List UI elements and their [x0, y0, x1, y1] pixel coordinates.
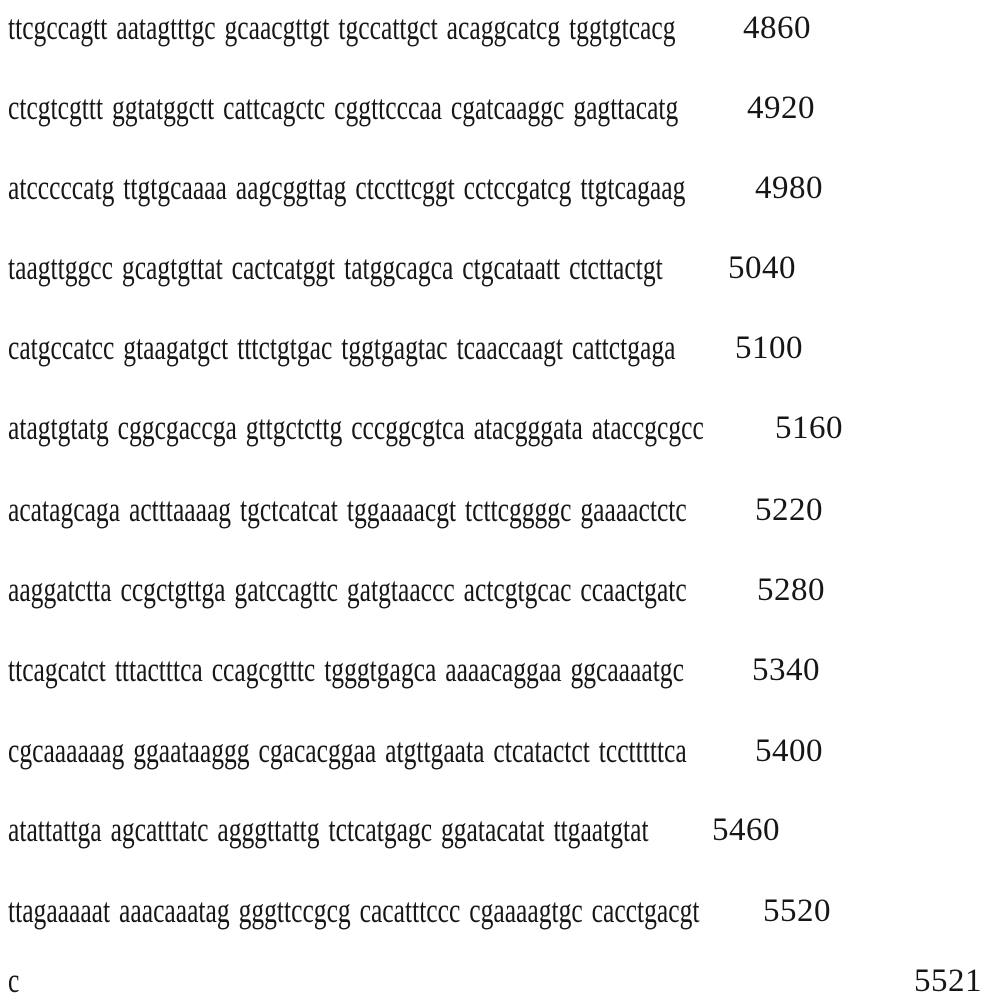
- position-number: 5460: [712, 812, 780, 848]
- position-number: 4980: [755, 170, 823, 206]
- sequence-line: [0, 893, 984, 935]
- position-number: 5220: [755, 492, 823, 528]
- sequence-text: atcccccatg ttgtgcaaaa aagcggttag ctccttcggt cctccgatcg ttgtcagaag: [8, 168, 686, 207]
- sequence-text: ttcgccagtt aatagtttgc gcaacgttgt tgccattgct acaggcatcg tggtgtcacg: [8, 8, 676, 47]
- sequence-text: ctcgtcgttt ggtatggctt cattcagctc cggttcccaa cgatcaaggc gagttacatg: [8, 88, 679, 127]
- sequence-text: c: [8, 961, 20, 1000]
- sequence-text: cgcaaaaaag ggaataaggg cgacacggaa atgttgaata ctcatactct tcctttttca: [8, 731, 687, 770]
- sequence-text: acatagcaga actttaaaag tgctcatcat tggaaaacgt tcttcggggc gaaaactctc: [8, 490, 687, 529]
- position-number: 5521: [914, 963, 982, 999]
- sequence-line: [0, 410, 984, 452]
- sequence-line: [0, 10, 984, 52]
- position-number: 5340: [752, 652, 820, 688]
- sequence-text: catgccatcc gtaagatgct tttctgtgac tggtgagtac tcaaccaagt cattctgaga: [8, 328, 676, 367]
- position-number: 5400: [755, 733, 823, 769]
- sequence-line: [0, 330, 984, 372]
- position-number: 5520: [763, 893, 831, 929]
- position-number: 5040: [728, 250, 796, 286]
- sequence-line: [0, 963, 984, 1000]
- sequence-line: [0, 170, 984, 212]
- position-number: 5100: [735, 330, 803, 366]
- sequence-text: aaggatctta ccgctgttga gatccagttc gatgtaaccc actcgtgcac ccaactgatc: [8, 570, 687, 609]
- sequence-text: atattattga agcatttatc agggttattg tctcatgagc ggatacatat ttgaatgtat: [8, 810, 649, 849]
- position-number: 5280: [757, 572, 825, 608]
- sequence-line: [0, 812, 984, 854]
- position-number: 4920: [747, 90, 815, 126]
- sequence-line: [0, 652, 984, 694]
- sequence-line: [0, 492, 984, 534]
- sequence-text: atagtgtatg cggcgaccga gttgctcttg cccggcgtca atacgggata ataccgcgcc: [8, 408, 704, 447]
- sequence-line: [0, 572, 984, 614]
- sequence-text: taagttggcc gcagtgttat cactcatggt tatggcagca ctgcataatt ctcttactgt: [8, 248, 663, 287]
- position-number: 5160: [775, 410, 843, 446]
- sequence-text: ttcagcatct tttactttca ccagcgtttc tgggtgagca aaaacaggaa ggcaaaatgc: [8, 650, 684, 689]
- sequence-line: [0, 733, 984, 775]
- sequence-line: [0, 250, 984, 292]
- sequence-line: [0, 90, 984, 132]
- position-number: 4860: [743, 10, 811, 46]
- sequence-text: ttagaaaaat aaacaaatag gggttccgcg cacatttccc cgaaaagtgc cacctgacgt: [8, 891, 700, 930]
